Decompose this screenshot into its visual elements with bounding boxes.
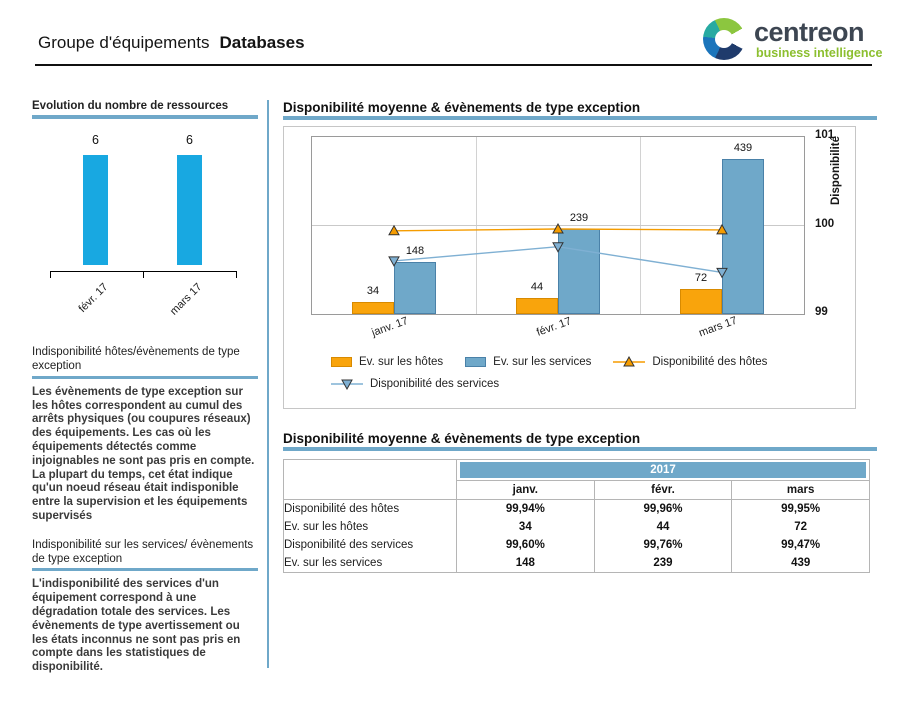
legend-line-triangle-up-icon [613, 356, 645, 368]
logo-text [754, 16, 883, 60]
availability-x-label: janv. 17 [370, 314, 410, 340]
page-title-prefix: Groupe d'équipements [38, 33, 210, 52]
bar-value-label: 34 [366, 285, 380, 297]
table-row [284, 536, 870, 554]
logo-brand: centreon [754, 16, 865, 47]
legend-label: Disponibilité des hôtes [652, 356, 768, 368]
table-row-label: Disponibilité des services [284, 536, 457, 554]
availability-x-label: févr. 17 [534, 315, 573, 339]
table-row-label: Disponibilité des hôtes [284, 500, 457, 519]
availability-table-block [283, 431, 877, 573]
table-cell-value: 99,76% [594, 536, 732, 554]
bar-value-label: 44 [530, 281, 544, 293]
resources-bar [177, 155, 202, 265]
availability-table-title-underline [283, 447, 877, 451]
legend-label: Ev. sur les hôtes [359, 356, 444, 368]
sidebar-section-services-underline [32, 568, 258, 571]
sidebar [32, 100, 258, 675]
resources-chart-title: Evolution du nombre de ressources [32, 100, 229, 112]
resources-axis-tick [236, 271, 237, 278]
legend-line-triangle-down-icon [331, 378, 363, 390]
table-cell-value: 34 [457, 518, 595, 536]
table-cell-value: 99,47% [732, 536, 870, 554]
table-row-label: Ev. sur les services [284, 554, 457, 573]
legend-item [331, 356, 443, 368]
availability-chart-title-underline [283, 116, 877, 120]
right-axis-title: Disponibilité [830, 136, 842, 205]
legend-bar-swatch [465, 357, 486, 367]
page-title-group-name: Databases [219, 33, 305, 52]
availability-chart [283, 126, 856, 409]
right-axis-tick-label: 101 [815, 129, 835, 141]
table-row [284, 554, 870, 573]
sidebar-section-services-title: Indisponibilité sur les services/ évènements de type exception [32, 538, 254, 566]
resources-bar-value: 6 [92, 133, 99, 147]
table-year-header: 2017 [460, 462, 866, 478]
table-row [284, 500, 870, 519]
bar-value-label: 239 [569, 212, 589, 224]
bar-value-label: 439 [733, 142, 753, 154]
table-cell-value: 99,96% [594, 500, 732, 519]
table-row [284, 518, 870, 536]
sidebar-section-hosts-title: Indisponibilité hôtes/évènements de type exception [32, 346, 240, 373]
sidebar-section-hosts-underline [32, 376, 258, 379]
resources-x-label: mars 17 [167, 281, 204, 318]
legend-item [331, 378, 499, 390]
legend-item [613, 356, 767, 368]
table-body [284, 500, 870, 573]
table-cell-value: 239 [594, 554, 732, 573]
triangle-down-marker [717, 268, 727, 277]
legend-row-1 [331, 351, 841, 373]
sidebar-section-hosts [32, 345, 258, 524]
legend-label: Ev. sur les services [493, 356, 592, 368]
availability-table-title: Disponibilité moyenne & évènements de type exception [283, 431, 641, 446]
resources-axis-tick [50, 271, 51, 278]
table-month-header: mars [732, 481, 870, 500]
legend-label: Disponibilité des services [370, 378, 500, 390]
sidebar-section-services-body: L'indisponibilité des services d'un équipement correspond à une dégradation totale des services. Les évènements de type avertissement ou les états inconnus ne sont pas pris en compte dans les statistiques de disponibilité. [32, 578, 241, 674]
table-row-label: Ev. sur les hôtes [284, 518, 457, 536]
bar-value-label: 148 [405, 245, 425, 257]
sidebar-section-services [32, 538, 258, 675]
resources-axis-tick [143, 271, 144, 278]
centreon-logo-icon [703, 18, 745, 60]
resources-bar-value: 6 [186, 133, 193, 147]
table-cell-value: 439 [732, 554, 870, 573]
bar-value-label: 72 [694, 272, 708, 284]
resources-x-label: févr. 17 [75, 281, 110, 315]
right-axis-tick-label: 100 [815, 217, 835, 230]
resources-chart [32, 119, 258, 319]
header-rule [35, 64, 872, 66]
table-cell-value: 148 [457, 554, 595, 573]
right-axis-tick-label: 99 [815, 306, 828, 318]
vertical-divider [267, 100, 269, 668]
centreon-logo [703, 18, 882, 60]
main-column [283, 100, 877, 573]
availability-chart-title: Disponibilité moyenne & évènements de type exception [283, 100, 641, 115]
chart-legend [331, 351, 841, 395]
table-corner-cell [284, 460, 457, 500]
table-cell-value: 99,60% [457, 536, 595, 554]
legend-item [465, 356, 591, 368]
availability-lines [312, 137, 804, 314]
availability-x-label: mars 17 [697, 314, 739, 340]
legend-row-2 [331, 373, 841, 395]
table-month-header: févr. [594, 481, 732, 500]
table-cell-value: 72 [732, 518, 870, 536]
table-month-header: janv. [457, 481, 595, 500]
logo-tagline: business intelligence [756, 45, 883, 60]
table-cell-value: 99,95% [732, 500, 870, 519]
sidebar-section-hosts-body: Les évènements de type exception sur les hôtes correspondent au cumul des arrêts physiques (ou coupures réseaux) des équipements. Les cas où les équipements détectés comme injoignables ne sont pas pris en compte. La plupart du temps, cet état indique qu'un noeud réseau était indisponible entre la supervision et les équipements supervisés [32, 385, 255, 522]
table-cell-value: 44 [594, 518, 732, 536]
legend-bar-swatch [331, 357, 352, 367]
availability-table [283, 459, 870, 573]
resources-bar [83, 155, 108, 265]
triangle-down-marker [389, 257, 399, 266]
page-title [38, 33, 305, 53]
table-cell-value: 99,94% [457, 500, 595, 519]
availability-plot [311, 136, 805, 315]
table-year-cell [457, 460, 870, 481]
